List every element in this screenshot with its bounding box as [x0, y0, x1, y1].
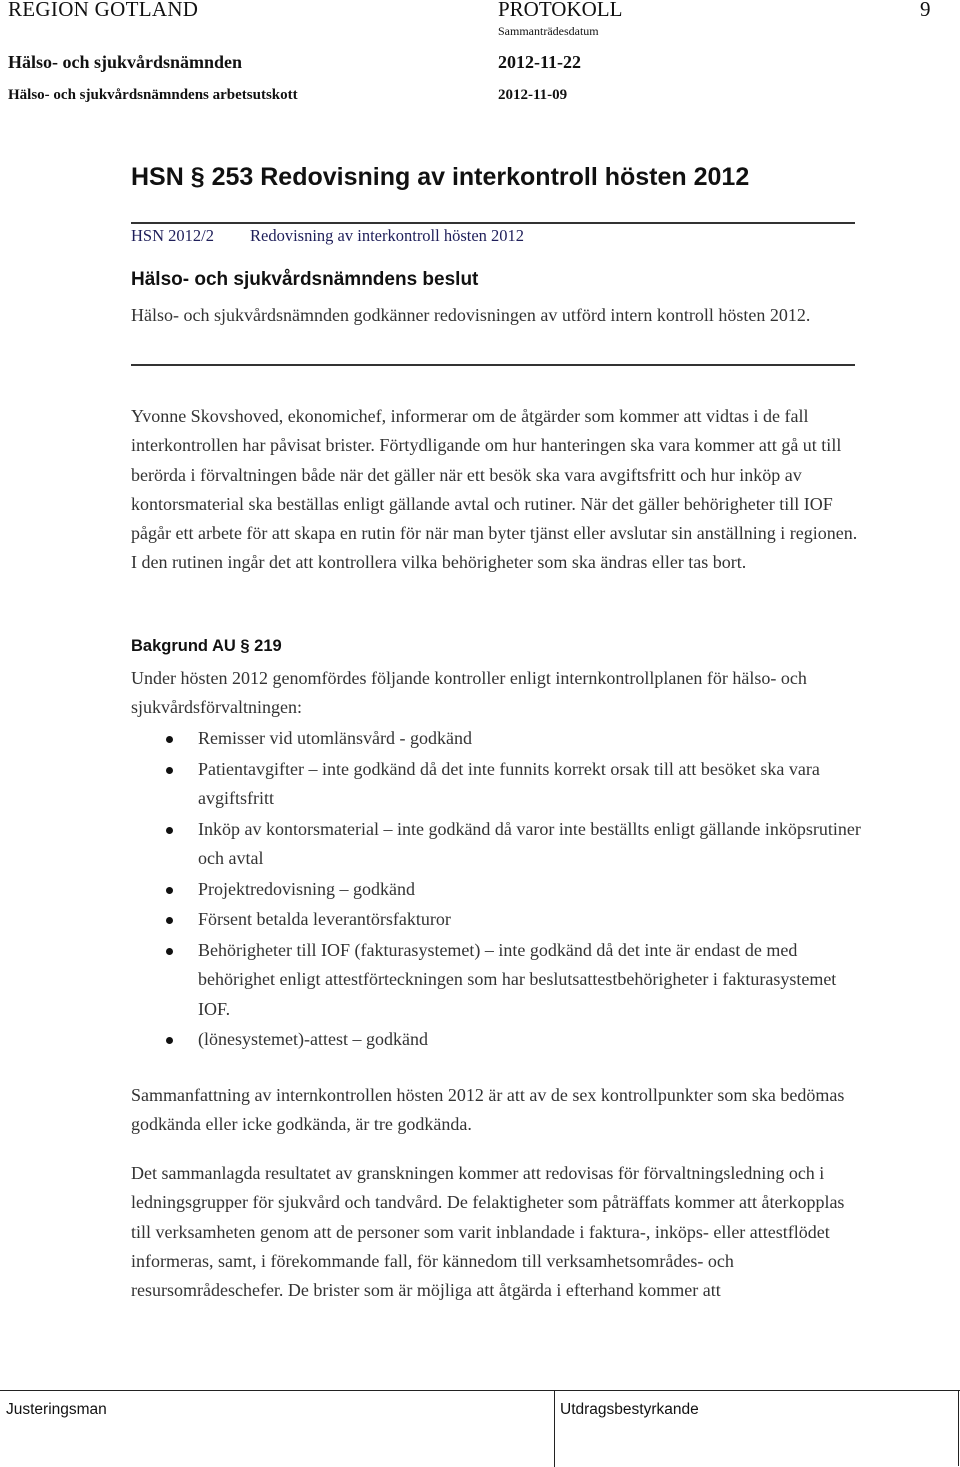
bullet-icon: [166, 887, 173, 894]
list-item: Remisser vid utomlänsvård - godkänd: [131, 724, 871, 754]
list-item: Behörigheter till IOF (fakturasystemet) – inte godkänd då det inte är endast de med behörighet enligt attestförteckningen som har beslutsattestbehörigheter i fakturasystemet IOF.: [131, 936, 871, 1025]
board-name: Hälso- och sjukvårdsnämnden: [8, 52, 243, 72]
footer-box: [0, 1391, 959, 1466]
control-list: [131, 724, 871, 1055]
bullet-icon: [166, 948, 173, 955]
list-item: (lönesystemet)-attest – godkänd: [131, 1025, 871, 1055]
decision-divider: [131, 364, 855, 366]
background-heading: Bakgrund AU § 219: [131, 637, 282, 655]
bullet-icon: [166, 917, 173, 924]
decision-heading: Hälso- och sjukvårdsnämndens beslut: [131, 269, 479, 290]
page-number: 9: [920, 0, 931, 21]
background-intro: Under hösten 2012 genomfördes följande kontroller enligt internkontrollplanen för hälso- och sjukvårdsförvaltningen:: [131, 668, 807, 718]
signature-field-label: Justeringsman: [6, 1401, 107, 1418]
list-item: Försent betalda leverantörsfakturor: [131, 905, 871, 935]
bullet-icon: [166, 767, 173, 774]
decision-text: Hälso- och sjukvårdsnämnden godkänner redovisningen av utförd intern kontroll hösten 2012.: [131, 305, 811, 325]
list-item: Inköp av kontorsmaterial – inte godkänd då varor inte beställts enligt gällande inköpsrutiner och avtal: [131, 815, 871, 874]
board-meeting-date: 2012-11-22: [498, 52, 581, 72]
document-type: PROTOKOLL: [498, 0, 623, 21]
certification-field-label: Utdragsbestyrkande: [560, 1401, 699, 1418]
list-item: Projektredovisning – godkänd: [131, 875, 871, 905]
list-item: Patientavgifter – inte godkänd då det inte funnits korrekt orsak till att besöket ska vara avgiftsfritt: [131, 755, 871, 814]
committee-meeting-date: 2012-11-09: [498, 87, 568, 103]
meeting-date-label: Sammanträdesdatum: [498, 24, 599, 38]
result-paragraph: Det sammanlagda resultatet av granskningen kommer att redovisas för förvaltningsledning och i ledningsgrupper för sjukvård och tandvård. De felaktigheter som påträffats kommer att återkopplas till verksamheten genom att de personer som varit inblandade i faktura-, inköps- eller attestflödet informeras, samt, i förekommande fall, för kännedom till verksamhetsområdes- och resursområdeschefer. De brister som är möjliga att åtgärda i efterhand kommer att: [131, 1163, 845, 1301]
section-title: HSN § 253 Redovisning av interkontroll hösten 2012: [131, 163, 750, 191]
committee-name: Hälso- och sjukvårdsnämndens arbetsutskott: [8, 87, 298, 103]
title-divider: [131, 222, 855, 224]
organization-name: REGION GOTLAND: [8, 0, 199, 21]
case-title: Redovisning av interkontroll hösten 2012: [250, 226, 525, 245]
bullet-icon: [166, 736, 173, 743]
case-number: HSN 2012/2: [131, 226, 214, 245]
summary-paragraph: Sammanfattning av internkontrollen hösten 2012 är att av de sex kontrollpunkter som ska bedömas godkända eller icke godkända, är tre godkända.: [131, 1085, 845, 1135]
footer-column-divider: [554, 1391, 555, 1467]
information-paragraph: Yvonne Skovshoved, ekonomichef, informerar om de åtgärder som kommer att vidtas i de fall interkontrollen har påvisat brister. Förtydligande om hur hanteringen ska vara kommer att gå ut till berörda i förvaltningen både när det gäller när ett besök ska vara avgiftsfritt och hur inköp av kontorsmaterial ska beställas enligt gällande avtal och rutiner. När det gäller behörigheter till IOF pågår ett arbete för att skapa en rutin för när man byter tjänst eller avslutar sin anställning i regionen. I den rutinen ingår det att kontrollera vilka behörigheter som ska ändras eller tas bort.: [131, 406, 858, 573]
bullet-icon: [166, 827, 173, 834]
bullet-icon: [166, 1037, 173, 1044]
